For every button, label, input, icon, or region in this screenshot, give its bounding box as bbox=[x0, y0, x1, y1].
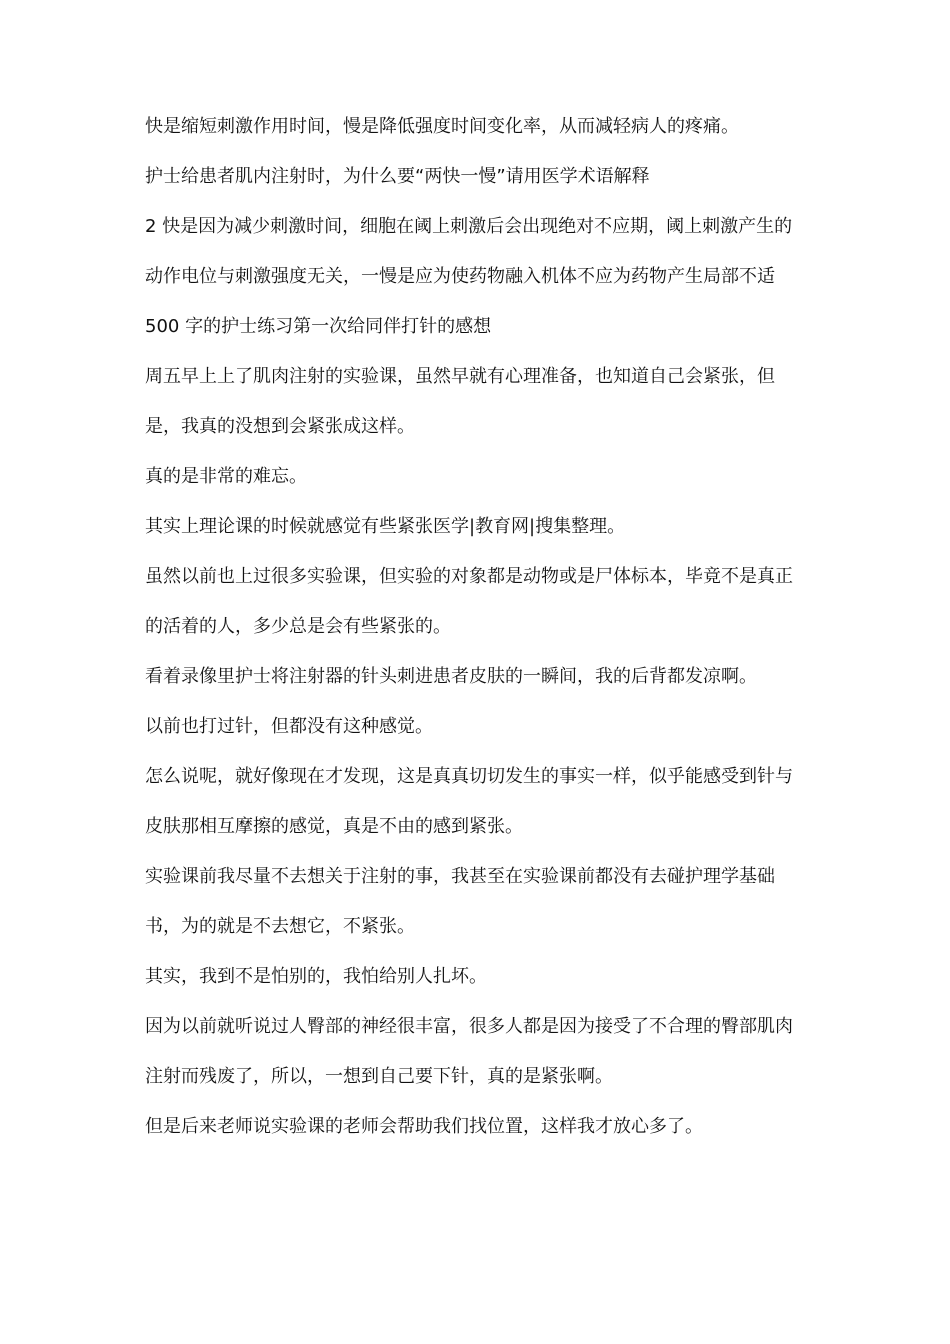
paragraph: 怎么说呢，就好像现在才发现，这是真真切切发生的事实一样，似乎能感受到针与皮肤那相互摩擦的感觉，真是不由的感到紧张。 bbox=[145, 766, 793, 837]
paragraph: 2 快是因为减少刺激时间，细胞在阈上刺激后会出现绝对不应期，阈上刺激产生的动作电位与刺激强度无关，一慢是应为使药物融入机体不应为药物产生局部不适 bbox=[145, 216, 793, 287]
paragraph: 实验课前我尽量不去想关于注射的事，我甚至在实验课前都没有去碰护理学基础书，为的就是不去想它，不紧张。 bbox=[145, 866, 775, 937]
paragraph: 护士给患者肌内注射时，为什么要“两快一慢”请用医学术语解释 bbox=[145, 166, 650, 187]
paragraph: 但是后来老师说实验课的老师会帮助我们找位置，这样我才放心多了。 bbox=[145, 1116, 703, 1137]
paragraph: 其实上理论课的时候就感觉有些紧张医学|教育网|搜集整理。 bbox=[145, 516, 626, 537]
paragraph: 500 字的护士练习第一次给同伴打针的感想 bbox=[145, 316, 492, 337]
paragraph: 因为以前就听说过人臀部的神经很丰富，很多人都是因为接受了不合理的臀部肌肉注射而残废了，所以，一想到自己要下针，真的是紧张啊。 bbox=[145, 1016, 793, 1087]
paragraph: 看着录像里护士将注射器的针头刺进患者皮肤的一瞬间，我的后背都发凉啊。 bbox=[145, 666, 757, 687]
paragraph: 周五早上上了肌肉注射的实验课，虽然早就有心理准备，也知道自己会紧张，但是，我真的没想到会紧张成这样。 bbox=[145, 366, 775, 437]
paragraph: 快是缩短刺激作用时间，慢是降低强度时间变化率，从而减轻病人的疼痛。 bbox=[145, 116, 739, 137]
document-body bbox=[145, 102, 805, 1152]
paragraph: 其实，我到不是怕别的，我怕给别人扎坏。 bbox=[145, 966, 487, 987]
paragraph: 真的是非常的难忘。 bbox=[145, 466, 307, 487]
paragraph: 以前也打过针，但都没有这种感觉。 bbox=[145, 716, 433, 737]
paragraph: 虽然以前也上过很多实验课，但实验的对象都是动物或是尸体标本，毕竟不是真正的活着的人，多少总是会有些紧张的。 bbox=[145, 566, 793, 637]
